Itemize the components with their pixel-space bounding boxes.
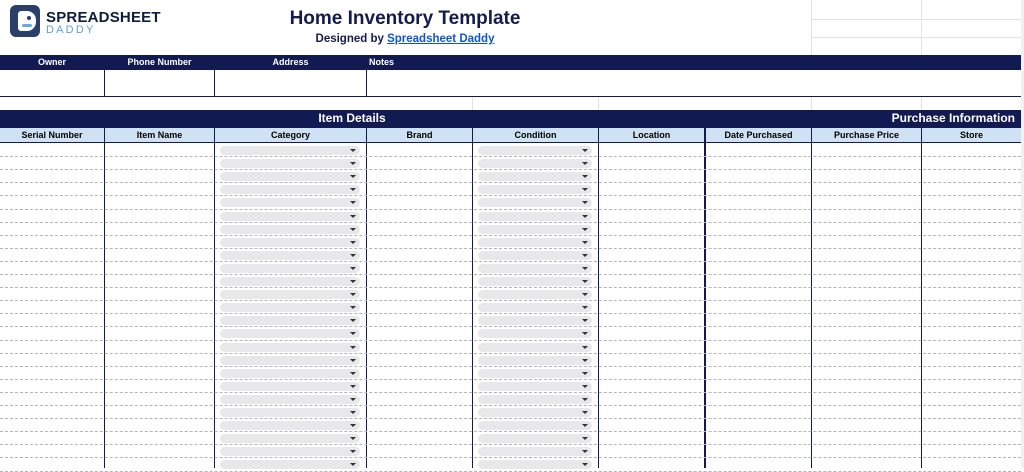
condition-dropdown[interactable] (478, 251, 592, 260)
table-row (0, 444, 1021, 445)
table-row (0, 182, 1021, 183)
column-header-condition: Condition (514, 130, 557, 140)
category-dropdown[interactable] (220, 395, 360, 404)
condition-dropdown[interactable] (478, 434, 592, 443)
table-row (0, 379, 1021, 380)
logo-text-daddy: DADDY (46, 24, 96, 36)
table-row (0, 457, 1021, 458)
table-row (0, 366, 1021, 367)
category-dropdown[interactable] (220, 198, 360, 207)
condition-dropdown[interactable] (478, 172, 592, 181)
table-row (0, 340, 1021, 341)
page-subtitle (205, 33, 605, 45)
grid-line (811, 19, 1021, 20)
grid-line (598, 97, 599, 110)
category-dropdown[interactable] (220, 185, 360, 194)
category-dropdown[interactable] (220, 146, 360, 155)
table-row (0, 235, 1021, 236)
category-dropdown[interactable] (220, 369, 360, 378)
grid-line (811, 0, 812, 55)
category-dropdown[interactable] (220, 212, 360, 221)
column-header-store: Store (959, 130, 983, 140)
condition-dropdown[interactable] (478, 159, 592, 168)
category-dropdown[interactable] (220, 172, 360, 181)
column-divider (811, 127, 812, 468)
category-dropdown[interactable] (220, 382, 360, 391)
category-dropdown[interactable] (220, 251, 360, 260)
condition-dropdown[interactable] (478, 264, 592, 273)
condition-dropdown[interactable] (478, 316, 592, 325)
column-header-serial-number: Serial Number (21, 130, 83, 140)
grid-line (921, 0, 922, 55)
condition-dropdown[interactable] (478, 408, 592, 417)
condition-dropdown[interactable] (478, 225, 592, 234)
notes-label: Notes (369, 57, 395, 67)
notes-cell[interactable] (367, 71, 1021, 96)
condition-dropdown[interactable] (478, 369, 592, 378)
column-divider (598, 127, 599, 468)
category-dropdown[interactable] (220, 447, 360, 456)
address-cell[interactable] (215, 71, 366, 96)
owner-cell[interactable] (0, 71, 104, 96)
column-header-category: Category (270, 130, 310, 140)
category-dropdown[interactable] (220, 343, 360, 352)
category-dropdown[interactable] (220, 277, 360, 286)
spreadsheet-daddy-logo-icon (10, 5, 40, 37)
category-dropdown[interactable] (220, 421, 360, 430)
table-row (0, 300, 1021, 301)
condition-dropdown[interactable] (478, 212, 592, 221)
condition-dropdown[interactable] (478, 382, 592, 391)
condition-dropdown[interactable] (478, 356, 592, 365)
address-label: Address (272, 57, 309, 67)
table-row (0, 353, 1021, 354)
table-row (0, 222, 1021, 223)
grid-line (921, 97, 922, 110)
table-row (0, 209, 1021, 210)
table-row (0, 169, 1021, 170)
owner-bottom-border (0, 96, 1021, 97)
table-row (0, 274, 1021, 275)
owner-label: Owner (37, 57, 66, 67)
grid-line (811, 97, 812, 110)
column-header-brand: Brand (406, 130, 433, 140)
grid-line (472, 97, 473, 110)
condition-dropdown[interactable] (478, 421, 592, 430)
condition-dropdown[interactable] (478, 460, 592, 469)
category-dropdown[interactable] (220, 408, 360, 417)
section-divider (705, 110, 706, 468)
logo-text-spreadsheet: SPREADSHEET (46, 9, 161, 26)
condition-dropdown[interactable] (478, 329, 592, 338)
category-dropdown[interactable] (220, 159, 360, 168)
column-divider (472, 127, 473, 468)
subtitle-prefix: Designed by (315, 33, 388, 45)
table-row (0, 261, 1021, 262)
table-row (0, 248, 1021, 249)
condition-dropdown[interactable] (478, 290, 592, 299)
phone-number-cell[interactable] (105, 71, 214, 96)
table-row (0, 156, 1021, 157)
purchase-information-header: Purchase Information (706, 110, 1021, 127)
column-header-date-purchased: Date Purchased (724, 130, 793, 140)
condition-dropdown[interactable] (478, 447, 592, 456)
item-details-header: Item Details (0, 110, 704, 127)
column-header-location: Location (632, 130, 671, 140)
table-row (0, 405, 1021, 406)
category-dropdown[interactable] (220, 238, 360, 247)
category-dropdown[interactable] (220, 356, 360, 365)
phone-number-label: Phone Number (127, 57, 192, 67)
column-divider (366, 127, 367, 468)
condition-dropdown[interactable] (478, 395, 592, 404)
category-dropdown[interactable] (220, 316, 360, 325)
table-row (0, 195, 1021, 196)
condition-dropdown[interactable] (478, 198, 592, 207)
table-row (0, 313, 1021, 314)
grid-line (811, 37, 1021, 38)
condition-dropdown[interactable] (478, 238, 592, 247)
category-dropdown[interactable] (220, 264, 360, 273)
category-dropdown[interactable] (220, 303, 360, 312)
column-header-purchase-price: Purchase Price (833, 130, 900, 140)
category-dropdown[interactable] (220, 329, 360, 338)
table-row (0, 431, 1021, 432)
table-row (0, 418, 1021, 419)
category-dropdown[interactable] (220, 290, 360, 299)
condition-dropdown[interactable] (478, 303, 592, 312)
condition-dropdown[interactable] (478, 185, 592, 194)
column-divider (921, 127, 922, 468)
condition-dropdown[interactable] (478, 277, 592, 286)
column-header-item-name: Item Name (136, 130, 183, 140)
column-divider (214, 127, 215, 468)
category-dropdown[interactable] (220, 225, 360, 234)
condition-dropdown[interactable] (478, 343, 592, 352)
table-row (0, 392, 1021, 393)
table-row (0, 326, 1021, 327)
spreadsheet-daddy-link[interactable]: Spreadsheet Daddy (387, 33, 495, 45)
category-dropdown[interactable] (220, 460, 360, 469)
table-row (0, 471, 1021, 472)
category-dropdown[interactable] (220, 434, 360, 443)
condition-dropdown[interactable] (478, 146, 592, 155)
table-row (0, 287, 1021, 288)
page-title: Home Inventory Template (289, 8, 521, 29)
column-divider (104, 127, 105, 468)
